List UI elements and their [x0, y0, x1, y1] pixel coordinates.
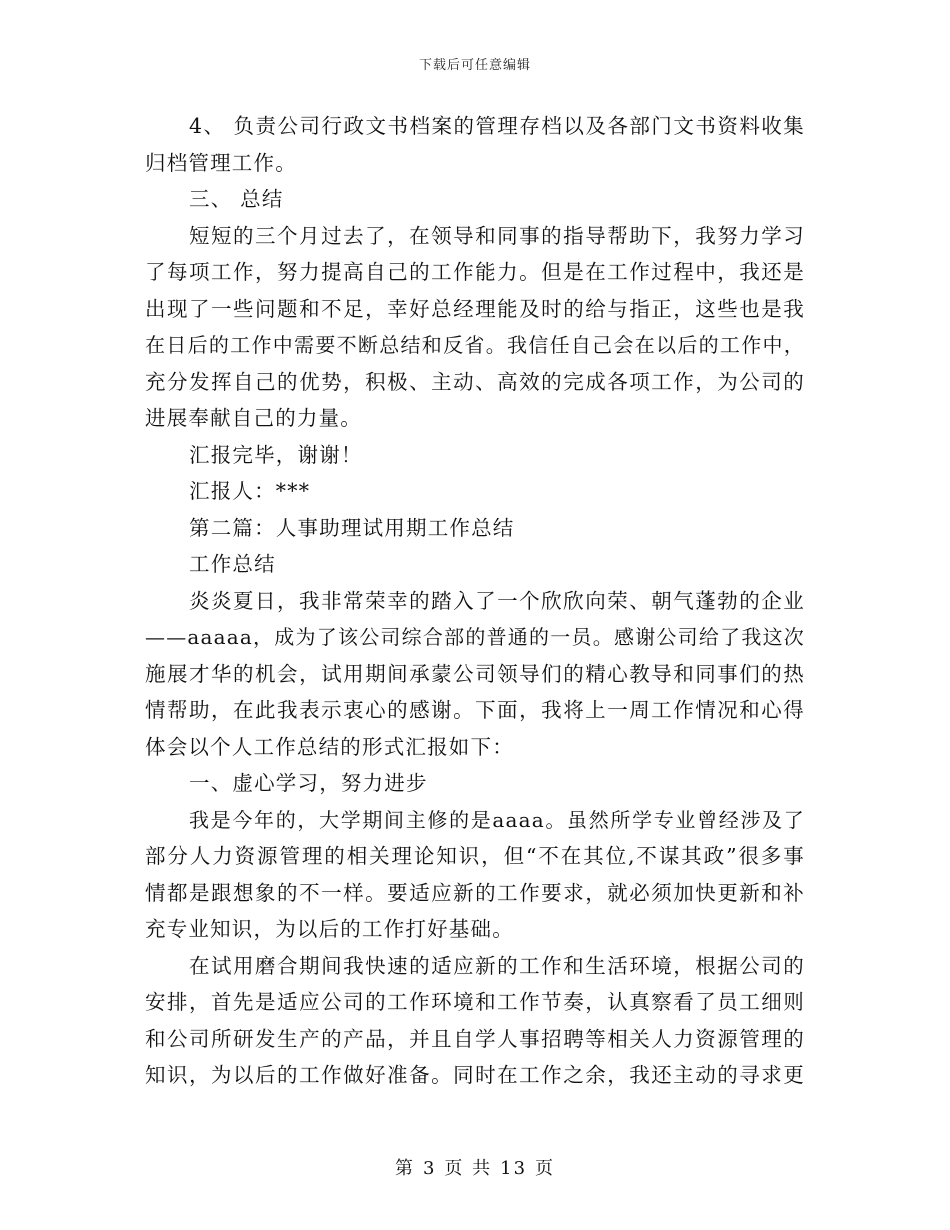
text-line: 进展奉献自己的力量。 — [145, 406, 362, 430]
text-line: 第二篇：人事助理试用期工作总结 — [189, 515, 515, 540]
footer-total-pages: 13 — [500, 1158, 528, 1179]
text-line: 一、虚心学习，努力进步 — [189, 771, 428, 795]
document-body — [145, 108, 805, 1094]
text-line: 部分人力资源管理的相关理论知识，但“不在其位,不谋其政”很多事 — [145, 844, 805, 868]
text-line: 了每项工作，努力提高自己的工作能力。但是在工作过程中，我还是 — [145, 260, 805, 284]
text-line: 在试用磨合期间我快速的适应新的工作和生活环境，根据公司的 — [189, 953, 805, 978]
text-line: 情帮助，在此我表示衷心的感谢。下面，我将上一周工作情况和心得 — [145, 698, 805, 722]
text-line: 在日后的工作中需要不断总结和反省。我信任自己会在以后的工作中， — [145, 333, 805, 357]
text-line: 和公司所研发生产的产品，并且自学人事招聘等相关人力资源管理的 — [145, 1026, 805, 1051]
text-line: 知识，为以后的工作做好准备。同时在工作之余，我还主动的寻求更 — [145, 1063, 805, 1087]
text-line: 施展才华的机会，试用期间承蒙公司领导们的精心教导和同事们的热 — [145, 661, 805, 686]
footer-middle: 页 共 — [444, 1158, 493, 1179]
text-line: ——aaaaa，成为了该公司综合部的普通的一员。感谢公司给了我这次 — [145, 625, 805, 649]
page-header-note: 下载后可任意编辑 — [418, 58, 531, 73]
text-line: 我是今年的，大学期间主修的是aaaa。虽然所学专业曾经涉及了 — [189, 807, 805, 832]
footer-prefix: 第 — [394, 1158, 415, 1179]
footer-suffix: 页 — [535, 1158, 556, 1179]
text-line: 体会以个人工作总结的形式汇报如下： — [145, 734, 514, 759]
text-line: 汇报完毕，谢谢！ — [189, 442, 363, 467]
text-line: 出现了一些问题和不足，幸好总经理能及时的给与指正，这些也是我 — [145, 296, 805, 321]
text-line: 情都是跟想象的不一样。要适应新的工作要求，就必须加快更新和补 — [145, 880, 805, 905]
text-line: 4、 负责公司行政文书档案的管理存档以及各部门文书资料收集 — [189, 114, 805, 138]
text-line: 充专业知识，为以后的工作打好基础。 — [145, 917, 514, 941]
page-footer — [0, 1154, 950, 1180]
footer-current-page: 3 — [422, 1158, 437, 1179]
text-line: 归档管理工作。 — [145, 150, 297, 175]
text-line: 炎炎夏日，我非常荣幸的踏入了一个欣欣向荣、朝气蓬勃的企业 — [189, 588, 805, 613]
text-line: 充分发挥自己的优势，积极、主动、高效的完成各项工作，为公司的 — [145, 369, 805, 394]
text-line: 短短的三个月过去了，在领导和同事的指导帮助下，我努力学习 — [189, 223, 805, 248]
text-line: 三、 总结 — [189, 187, 284, 211]
text-line: 安排，首先是适应公司的工作环境和工作节奏，认真察看了员工细则 — [145, 990, 805, 1014]
text-line: 汇报人：*** — [189, 479, 311, 503]
text-line: 工作总结 — [189, 552, 276, 576]
